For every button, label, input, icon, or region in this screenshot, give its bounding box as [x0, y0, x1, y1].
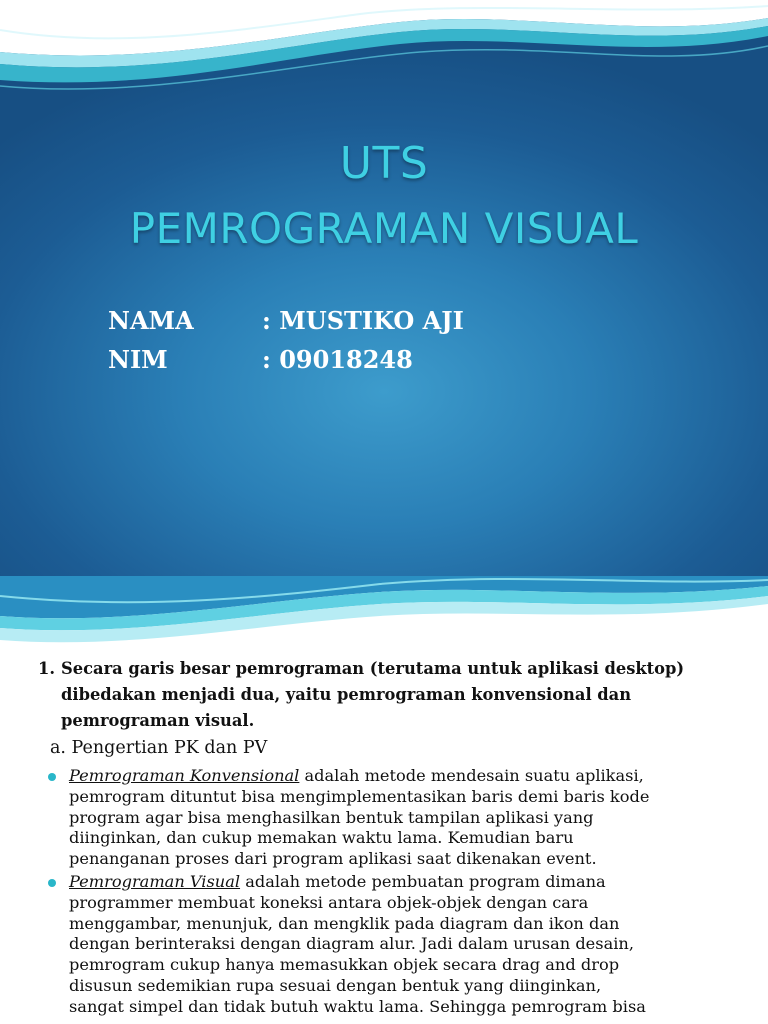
bullet-line: diinginkan, dan cukup memakan waktu lama. Kemudian baru: [69, 828, 574, 848]
intro-paragraph: [38, 656, 738, 734]
bullet-line: dengan berinteraksi dengan diagram alur. Jadi dalam urusan desain,: [69, 934, 634, 954]
bullet-line: program agar bisa menghasilkan bentuk tampilan aplikasi yang: [69, 807, 594, 827]
decorative-waves-top: [0, 0, 768, 110]
term-visual: Pemrograman Visual: [69, 872, 241, 891]
bullet-line: programmer membuat koneksi antara objek-objek dengan cara: [69, 892, 589, 912]
bullet-line: disusun sedemikian rupa sesuai dengan bentuk yang diinginkan,: [69, 975, 602, 995]
bullet-line: penanganan proses dari program aplikasi saat dikenakan event.: [69, 849, 597, 869]
name-value: : MUSTIKO AJI: [262, 306, 464, 335]
bullet-text: adalah metode mendesain suatu aplikasi,: [299, 766, 644, 785]
subheading: a. Pengertian PK dan PV: [50, 738, 268, 758]
bullet-line: pemrogram dituntut bisa mengimplementasikan baris demi baris kode: [69, 786, 650, 806]
bullet-dot-icon: [48, 773, 56, 781]
bullet-dot-icon: [48, 879, 56, 887]
intro-line: pemrograman visual.: [61, 711, 255, 730]
bullet-line: sangat simpel dan tidak butuh waktu lama. Sehingga pemrogram bisa: [69, 996, 646, 1016]
bullet-line: pemrogram cukup hanya memasukkan objek secara drag and drop: [69, 955, 620, 975]
slide-title-line2: PEMROGRAMAN VISUAL: [129, 204, 639, 253]
intro-line: dibedakan menjadi dua, yaitu pemrograman konvensional dan: [61, 685, 632, 704]
nim-value: : 09018248: [262, 345, 413, 374]
name-label: NAMA: [108, 306, 194, 335]
bullet-line: menggambar, menunjuk, dan mengklik pada diagram dan ikon dan: [69, 913, 620, 933]
bullet-visual: [69, 872, 759, 1018]
bullet-line: [69, 766, 759, 787]
bullet-text: adalah metode pembuatan program dimana: [240, 872, 606, 891]
bullet-line: [69, 872, 759, 893]
term-konvensional: Pemrograman Konvensional: [69, 766, 300, 785]
nim-label: NIM: [108, 345, 168, 374]
decorative-waves-top: [0, 576, 768, 658]
list-number: 1.: [38, 659, 55, 678]
bullet-konvensional: [69, 766, 759, 870]
slide-title-line1: UTS: [339, 138, 429, 189]
content-slide: [0, 576, 768, 1024]
intro-line: Secara garis besar pemrograman (terutama untuk aplikasi desktop): [61, 659, 685, 678]
